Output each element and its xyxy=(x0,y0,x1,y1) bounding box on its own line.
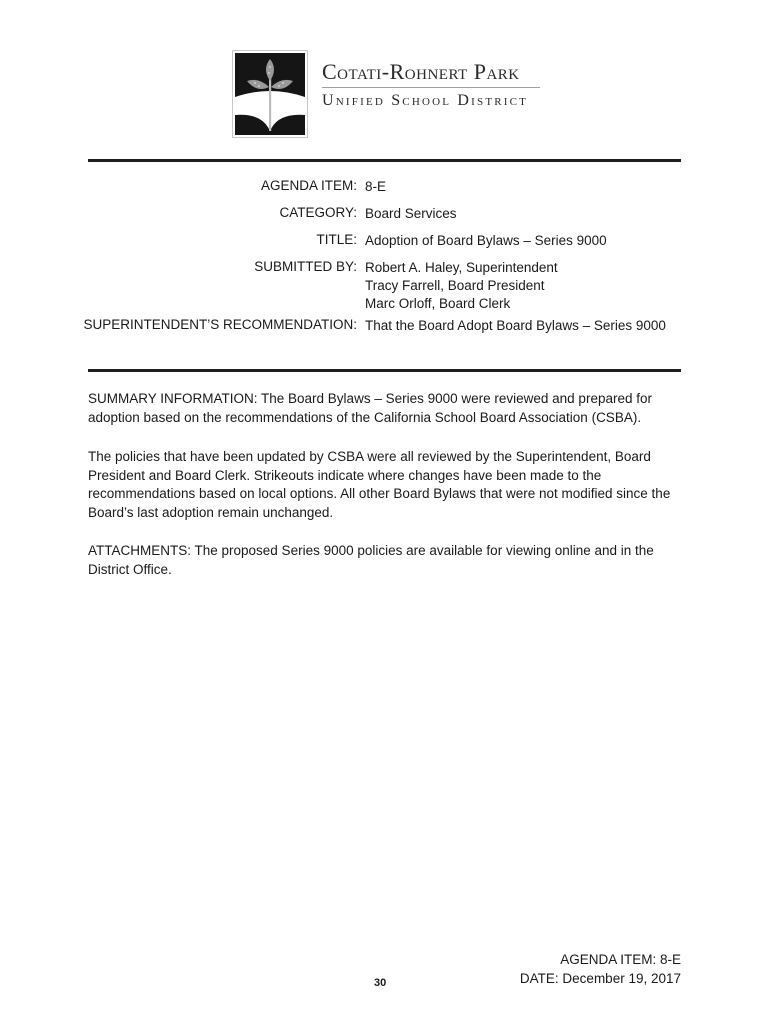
submitter: Marc Orloff, Board Clerk xyxy=(365,296,511,311)
submitter: Tracy Farrell, Board President xyxy=(365,278,545,293)
bottom-divider xyxy=(88,369,681,372)
footer-date: DATE: December 19, 2017 xyxy=(519,971,681,986)
submitted-by-label: SUBMITTED BY: xyxy=(254,259,357,274)
footer-agenda-item: AGENDA ITEM: 8-E xyxy=(560,952,681,967)
policies-section xyxy=(88,448,688,522)
attachments-paragraph: ATTACHMENTS: The proposed Series 9000 policies are available for viewing online and in the District Office. xyxy=(88,543,654,577)
title-value: Adoption of Board Bylaws – Series 9000 xyxy=(365,233,607,248)
agenda-details xyxy=(0,178,770,344)
recommendation-label: SUPERINTENDENT’S RECOMMENDATION: xyxy=(83,317,357,332)
plant-sprout-logo-icon xyxy=(235,53,305,135)
category-label: CATEGORY: xyxy=(279,205,357,220)
agenda-item-value: 8-E xyxy=(365,179,387,194)
submitted-by-row xyxy=(0,259,770,317)
name-divider xyxy=(322,87,540,88)
top-divider xyxy=(88,159,681,162)
recommendation-value: That the Board Adopt Board Bylaws – Series 9000 xyxy=(365,318,666,333)
policies-paragraph: The policies that have been updated by CSBA were all reviewed by the Superintendent, Board President and Board Clerk. Strikeouts indicate where changes have been made to the recommendations based on local options. All other Board Bylaws that were not modified since the Board’s last adoption remain unchanged. xyxy=(88,449,671,520)
footer-info xyxy=(520,950,681,988)
agenda-item-label: AGENDA ITEM: xyxy=(260,178,357,193)
page-number: 30 xyxy=(374,977,387,989)
district-name-line2: Unified School District xyxy=(322,92,529,109)
district-name-line1: Cotati-Rohnert Park xyxy=(322,59,520,84)
agenda-item-row xyxy=(0,178,770,205)
district-name xyxy=(322,60,540,110)
summary-paragraph: SUMMARY INFORMATION: The Board Bylaws – Series 9000 were reviewed and prepared for adoption based on the recommendations of the California School Board Association (CSBA). xyxy=(88,391,652,425)
submitter: Robert A. Haley, Superintendent xyxy=(365,260,558,275)
recommendation-row xyxy=(0,317,770,344)
district-logo xyxy=(232,50,308,138)
category-value: Board Services xyxy=(365,206,457,221)
category-row xyxy=(0,205,770,232)
submitted-by-list xyxy=(365,259,558,313)
summary-section xyxy=(88,390,688,427)
title-label: TITLE: xyxy=(316,232,357,247)
attachments-section xyxy=(88,542,688,579)
title-row xyxy=(0,232,770,259)
